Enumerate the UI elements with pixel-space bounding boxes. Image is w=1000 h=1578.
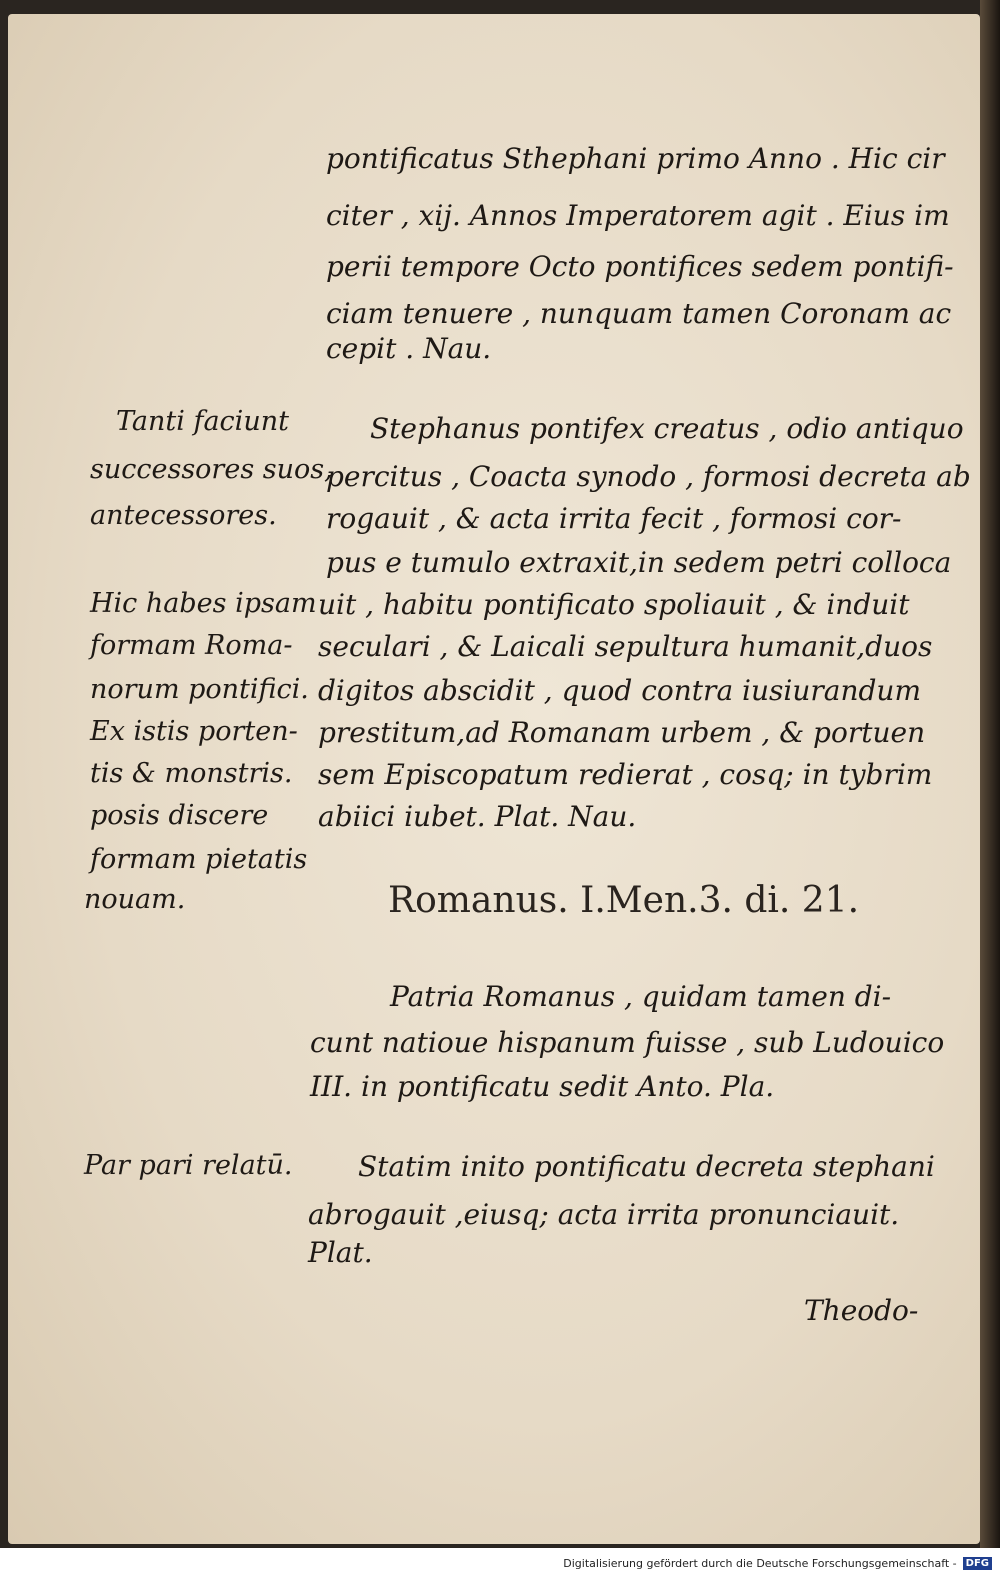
text-line: Patria Romanus , quidam tamen di-	[390, 980, 892, 1013]
margin-note: Tanti faciunt	[116, 406, 289, 437]
text-line: cunt natioue hispanum fuisse , sub Ludouico	[310, 1026, 945, 1059]
dfg-logo: DFG	[963, 1557, 992, 1570]
catchword: Theodo-	[804, 1294, 919, 1327]
text-line: percitus , Coacta synodo , formosi decreta ab	[326, 460, 971, 493]
text-line: digitos abscidit , quod contra iusiurandum	[318, 674, 921, 707]
book-page	[8, 14, 980, 1544]
text-line: Stephanus pontifex creatus , odio antiquo	[370, 412, 964, 445]
margin-note: Par pari relatū.	[84, 1150, 293, 1181]
text-line: Statim inito pontificatu decreta stephani	[358, 1150, 935, 1183]
text-line: prestitum,ad Romanam urbem , & portuen	[318, 716, 926, 749]
digitization-footer	[0, 1548, 1000, 1578]
text-line: pontificatus Sthephani primo Anno . Hic cir	[326, 142, 945, 175]
margin-note: norum pontifici.	[90, 674, 309, 705]
text-line: abiici iubet. Plat. Nau.	[318, 800, 637, 833]
text-line: rogauit , & acta irrita fecit , formosi cor-	[326, 502, 902, 535]
text-line: citer , xij. Annos Imperatorem agit . Eius im	[326, 199, 950, 232]
margin-note: antecessores.	[90, 500, 277, 531]
margin-note: Ex istis porten-	[90, 716, 298, 747]
text-line: Plat.	[308, 1236, 373, 1269]
book-edge	[980, 0, 1000, 1578]
margin-note: successores suos,	[90, 454, 333, 485]
text-line: pus e tumulo extraxit,in sedem petri colloca	[326, 546, 952, 579]
text-line: III. in pontificatu sedit Anto. Pla.	[310, 1070, 775, 1103]
margin-note: formam Roma-	[90, 630, 293, 661]
text-line: abrogauit ,eiusq; acta irrita pronunciauit.	[308, 1198, 900, 1231]
text-line: sem Episcopatum redierat , cosq; in tybrim	[318, 758, 933, 791]
margin-note: nouam.	[84, 884, 186, 915]
footer-text: Digitalisierung gefördert durch die Deutsche Forschungsgemeinschaft -	[563, 1556, 957, 1570]
text-line: ciam tenuere , nunquam tamen Coronam ac	[326, 297, 952, 330]
text-line: perii tempore Octo pontifices sedem pontifi-	[326, 250, 954, 283]
margin-note: formam pietatis	[90, 844, 308, 875]
margin-note: tis & monstris.	[90, 758, 293, 789]
text-line: uit , habitu pontificato spoliauit , & induit	[318, 588, 910, 621]
margin-note: posis discere	[90, 800, 269, 831]
text-line: seculari , & Laicali sepultura humanit,duos	[318, 630, 933, 663]
section-heading: Romanus. I.Men.3. di. 21.	[388, 880, 860, 921]
text-line: cepit . Nau.	[326, 332, 492, 365]
margin-note: Hic habes ipsam	[90, 588, 317, 619]
